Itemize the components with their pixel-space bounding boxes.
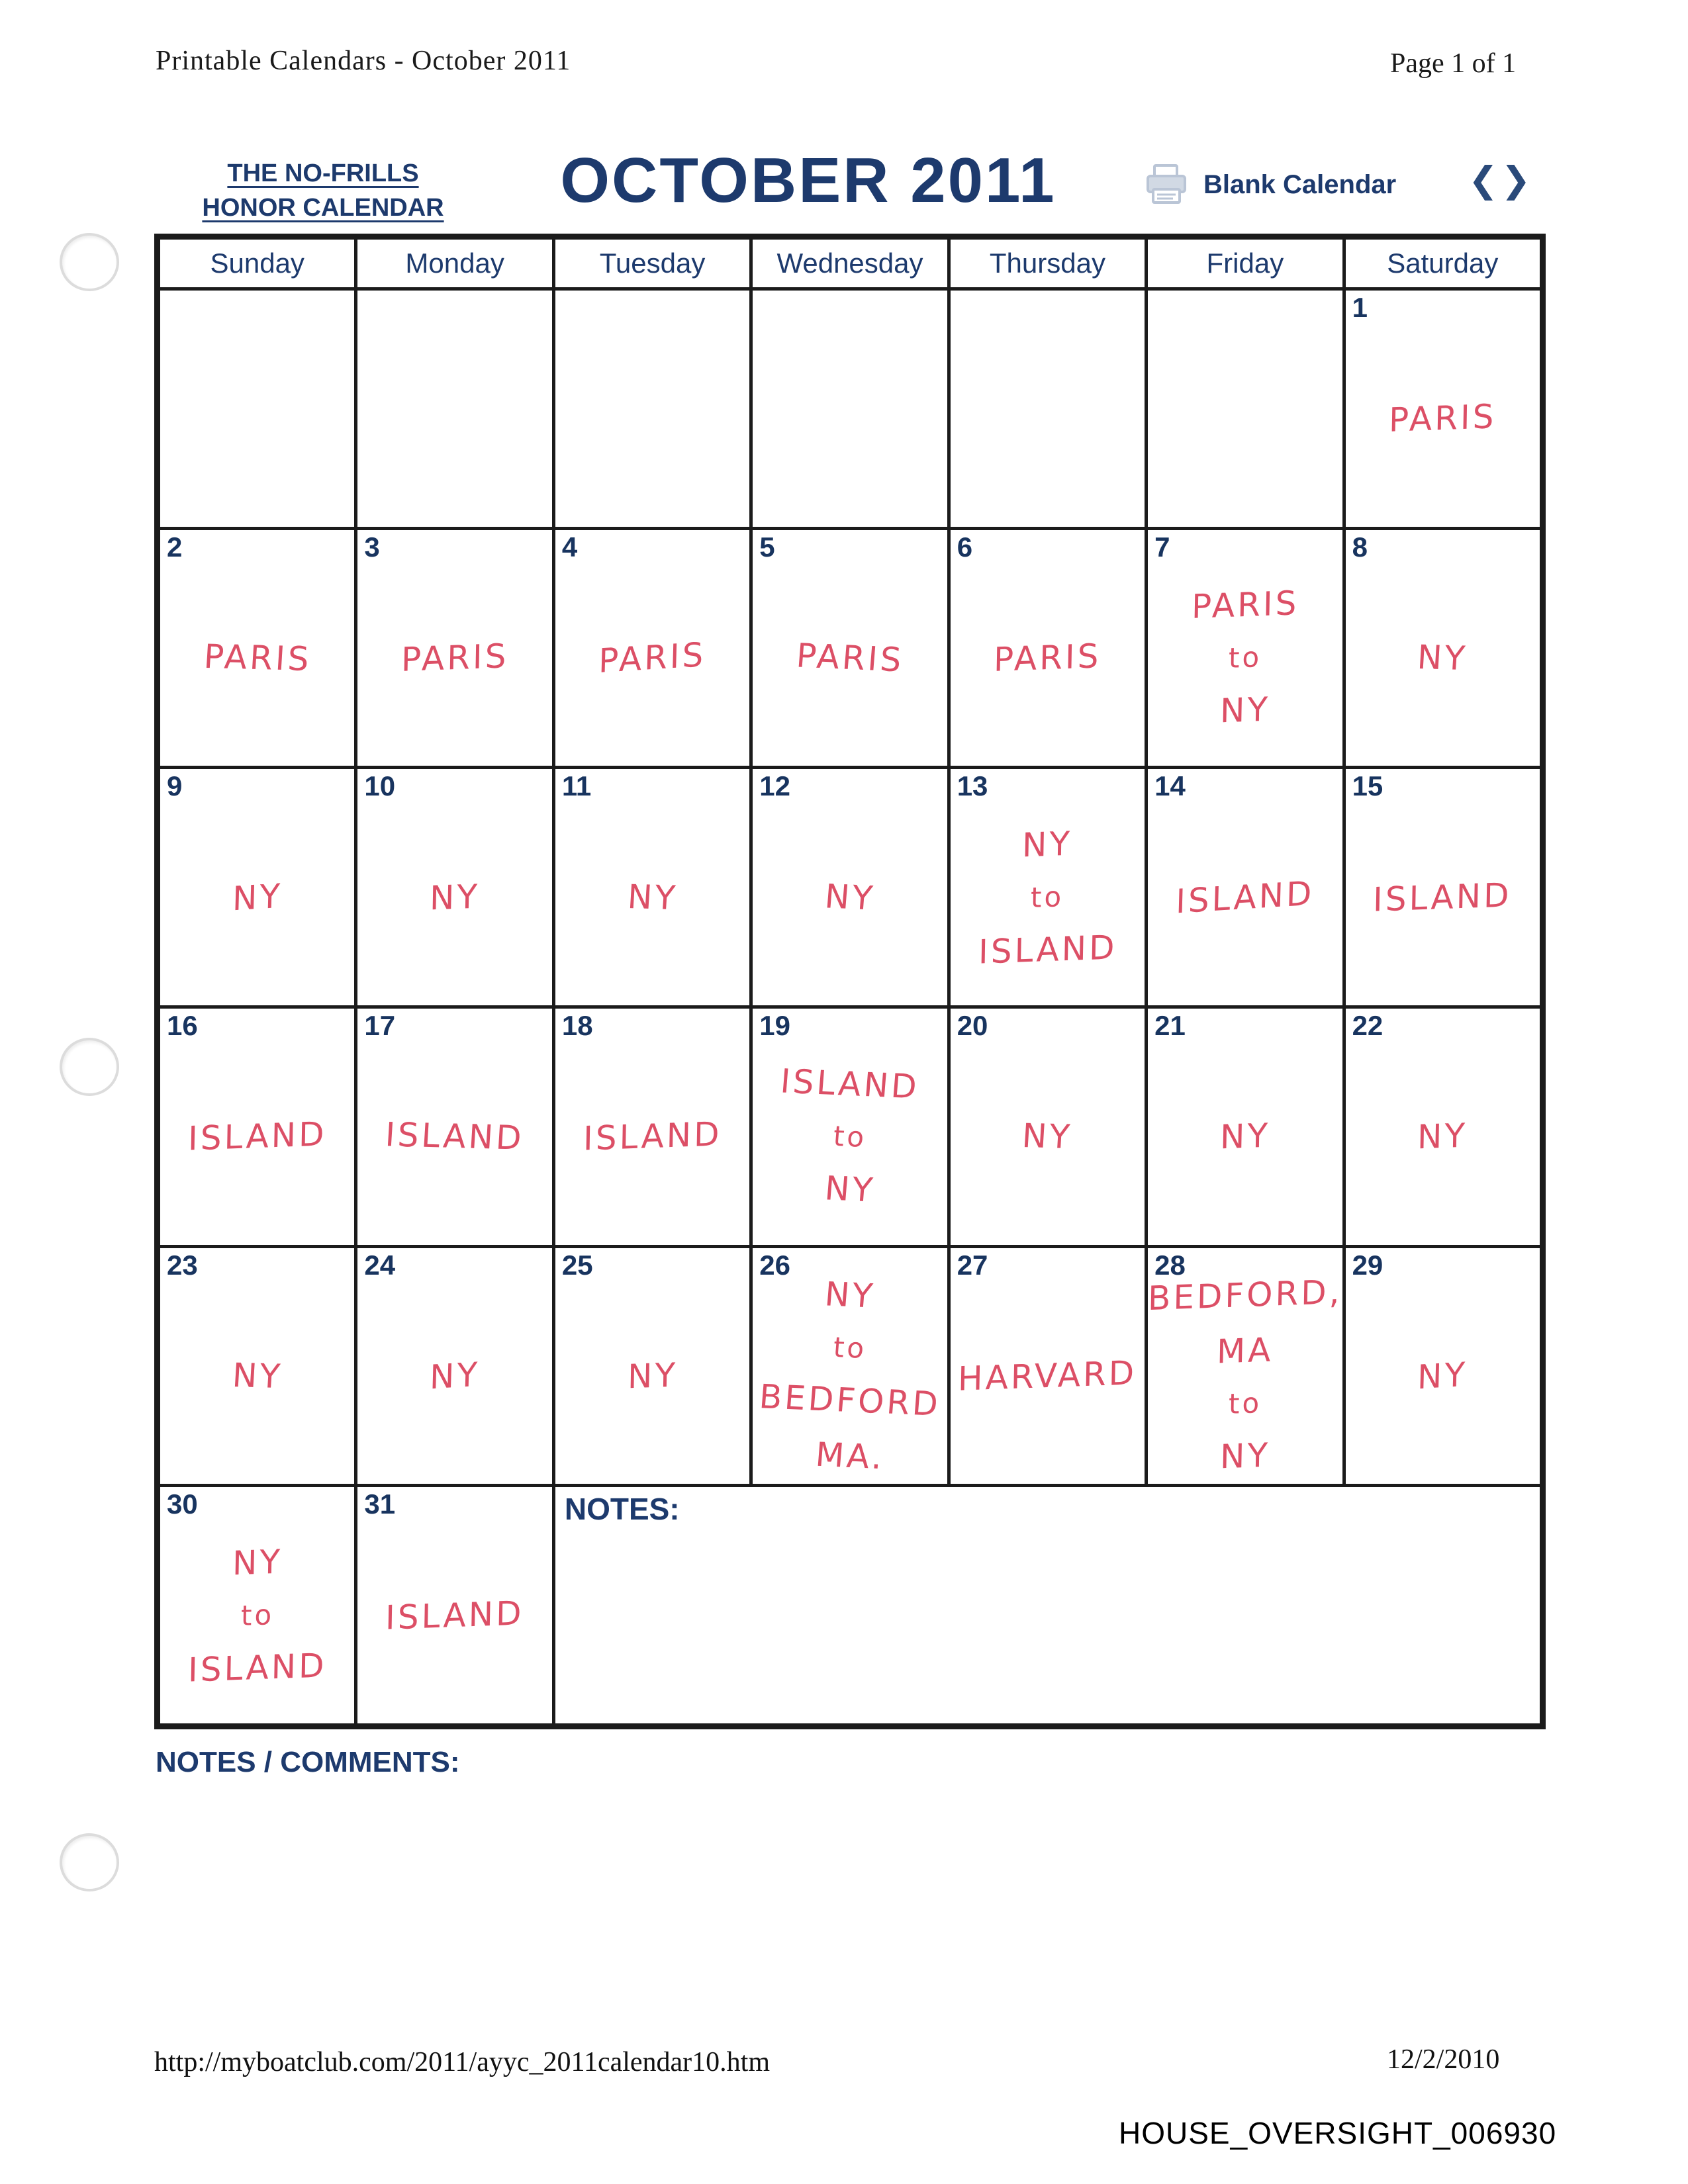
punch-hole — [60, 1038, 119, 1096]
handwritten-line: PARIS — [202, 637, 312, 679]
day-number: 3 — [364, 531, 380, 563]
day-number: 17 — [364, 1009, 396, 1041]
calendar-day-cell — [951, 1248, 1145, 1484]
handwritten-entry — [160, 789, 354, 1005]
handwritten-line: MA. — [814, 1435, 886, 1477]
calendar-day-cell — [160, 1248, 354, 1484]
day-number: 10 — [364, 770, 396, 802]
notes-cell — [555, 1487, 1540, 1723]
handwritten-line: ISLAND — [1373, 875, 1513, 919]
handwritten-line: ISLAND — [583, 1115, 722, 1159]
calendar-masthead — [154, 147, 1546, 234]
handwritten-line: PARIS — [400, 637, 509, 679]
calendar-day-cell — [555, 769, 749, 1005]
handwritten-line: NY — [823, 877, 877, 918]
calendar-brand — [181, 156, 465, 225]
calendar-day-cell — [357, 769, 551, 1005]
handwritten-entry — [1148, 1028, 1342, 1245]
handwritten-line: ISLAND — [1175, 874, 1315, 921]
handwritten-entry — [1148, 1268, 1342, 1484]
print-date: 12/2/2010 — [1387, 2044, 1500, 2075]
day-number: 7 — [1154, 531, 1170, 563]
month-nav-arrows — [1468, 159, 1531, 201]
handwritten-entry — [951, 1268, 1145, 1484]
day-number: 13 — [957, 770, 988, 802]
day-number: 23 — [167, 1249, 198, 1281]
day-number: 27 — [957, 1249, 988, 1281]
chevron-left-icon: ❮ — [1468, 159, 1499, 201]
day-number: 21 — [1154, 1009, 1186, 1041]
handwritten-line: NY — [1219, 690, 1271, 731]
handwritten-line: PARIS — [1388, 397, 1497, 440]
calendar-day-cell — [753, 769, 947, 1005]
handwritten-line: NY — [1219, 1116, 1271, 1157]
calendar-day-cell — [753, 1009, 947, 1245]
handwritten-entry — [1148, 789, 1342, 1005]
day-number: 8 — [1352, 531, 1368, 563]
handwritten-entry — [1148, 550, 1342, 766]
day-number: 22 — [1352, 1009, 1383, 1041]
calendar-day-cell — [1148, 530, 1342, 766]
handwritten-entry — [951, 789, 1145, 1005]
punch-hole — [60, 233, 119, 291]
handwritten-entry — [357, 789, 551, 1005]
document-title: Printable Calendars - October 2011 — [156, 46, 571, 76]
calendar-day-cell — [951, 291, 1145, 527]
calendar-day-cell — [160, 530, 354, 766]
handwritten-line: to — [1228, 641, 1262, 675]
blank-calendar-label: Blank Calendar — [1203, 169, 1397, 199]
handwritten-line: PARIS — [794, 636, 906, 680]
day-header-cell: Sunday — [160, 240, 354, 287]
printer-icon — [1144, 164, 1190, 205]
calendar-day-cell — [160, 291, 354, 527]
handwritten-entry — [160, 310, 354, 527]
calendar-day-cell — [357, 530, 551, 766]
handwritten-entry — [357, 1028, 551, 1245]
day-number: 1 — [1352, 292, 1368, 323]
day-number: 14 — [1154, 770, 1186, 802]
day-header-cell: Wednesday — [753, 240, 947, 287]
handwritten-line: NY — [1219, 1436, 1271, 1477]
handwritten-entry — [1346, 1028, 1540, 1245]
handwritten-line: NY — [823, 1169, 877, 1210]
handwritten-entry — [753, 1268, 947, 1484]
day-header-cell: Tuesday — [555, 240, 749, 287]
calendar-day-cell — [1346, 530, 1540, 766]
handwritten-entry — [1346, 310, 1540, 527]
handwritten-line: NY — [1416, 638, 1470, 678]
handwritten-line: to — [832, 1119, 868, 1154]
handwritten-line: PARIS — [993, 637, 1102, 679]
handwritten-line: MA — [1216, 1330, 1274, 1372]
handwritten-line: ISLAND — [779, 1062, 921, 1107]
handwritten-line: NY — [232, 1542, 283, 1583]
handwritten-line: to — [1030, 880, 1064, 915]
punch-hole — [60, 1833, 119, 1891]
day-number: 30 — [167, 1488, 198, 1520]
handwritten-line: NY — [823, 1275, 877, 1316]
handwritten-line: ISLAND — [385, 1593, 525, 1637]
handwritten-entry — [357, 310, 551, 527]
calendar-day-cell — [1346, 291, 1540, 527]
day-number: 2 — [167, 531, 183, 563]
day-number: 20 — [957, 1009, 988, 1041]
handwritten-entry — [1346, 550, 1540, 766]
handwritten-line: to — [240, 1598, 275, 1633]
handwritten-line: ISLAND — [187, 1115, 327, 1159]
handwritten-line: BEDFORD — [757, 1377, 943, 1424]
calendar-day-cell — [951, 1009, 1145, 1245]
handwritten-line: ISLAND — [978, 928, 1117, 972]
notes-comments-heading: NOTES / COMMENTS: — [156, 1746, 460, 1778]
calendar-day-cell — [1346, 1009, 1540, 1245]
day-header-cell: Friday — [1148, 240, 1342, 287]
calendar-day-cell — [1148, 1009, 1342, 1245]
day-number: 28 — [1154, 1249, 1186, 1281]
calendar-day-cell — [555, 1009, 749, 1245]
day-number: 16 — [167, 1009, 198, 1041]
day-number: 24 — [364, 1249, 396, 1281]
handwritten-entry — [951, 310, 1145, 527]
day-header-cell: Monday — [357, 240, 551, 287]
day-number: 4 — [561, 531, 578, 563]
calendar-day-cell — [160, 769, 354, 1005]
handwritten-line: BEDFORD, — [1147, 1273, 1343, 1318]
handwritten-line: NY — [230, 1356, 284, 1396]
day-number: 6 — [957, 531, 973, 563]
calendar-day-cell — [160, 1487, 354, 1723]
handwritten-entry — [1346, 789, 1540, 1005]
day-header-cell: Saturday — [1346, 240, 1540, 287]
bates-number: HOUSE_OVERSIGHT_006930 — [1119, 2116, 1557, 2150]
calendar-day-cell — [357, 1009, 551, 1245]
calendar-day-cell — [753, 1248, 947, 1484]
brand-line-2: HONOR CALENDAR — [202, 194, 444, 222]
handwritten-entry — [357, 1507, 551, 1723]
blank-calendar-link — [1144, 164, 1396, 205]
handwritten-entry — [555, 310, 749, 527]
calendar-day-cell — [1148, 1248, 1342, 1484]
handwritten-line: PARIS — [1191, 584, 1299, 627]
handwritten-entry — [753, 550, 947, 766]
calendar-day-cell — [951, 530, 1145, 766]
day-number: 9 — [167, 770, 183, 802]
handwritten-entry — [160, 1028, 354, 1245]
handwritten-entry — [555, 550, 749, 766]
handwritten-line: NY — [1021, 824, 1073, 865]
calendar-day-cell — [555, 530, 749, 766]
handwritten-line: NY — [429, 1355, 481, 1397]
handwritten-entry — [951, 550, 1145, 766]
handwritten-entry — [160, 550, 354, 766]
handwritten-entry — [357, 1268, 551, 1484]
handwritten-line: NY — [627, 1355, 679, 1396]
calendar-day-cell — [951, 769, 1145, 1005]
handwritten-line: ISLAND — [384, 1115, 526, 1158]
handwritten-entry — [753, 1028, 947, 1245]
calendar-day-cell — [1148, 291, 1342, 527]
handwritten-entry — [357, 550, 551, 766]
handwritten-line: NY — [1417, 1116, 1468, 1157]
handwritten-entry — [555, 1028, 749, 1245]
day-number: 25 — [561, 1249, 593, 1281]
handwritten-entry — [160, 1507, 354, 1723]
handwritten-line: PARIS — [598, 635, 707, 681]
calendar-day-cell — [1148, 769, 1342, 1005]
handwritten-line: NY — [626, 877, 679, 917]
handwritten-entry — [951, 1028, 1145, 1245]
handwritten-entry — [753, 789, 947, 1005]
handwritten-line: ISLAND — [187, 1646, 327, 1690]
calendar-grid — [154, 234, 1546, 1729]
handwritten-line: NY — [1417, 1355, 1468, 1397]
handwritten-entry — [753, 310, 947, 527]
day-number: 31 — [364, 1488, 396, 1520]
calendar-day-cell — [753, 530, 947, 766]
calendar-day-cell — [1346, 1248, 1540, 1484]
calendar-day-cell — [555, 1248, 749, 1484]
day-number: 18 — [561, 1009, 593, 1041]
day-number: 12 — [759, 770, 790, 802]
handwritten-line: to — [832, 1331, 868, 1365]
handwritten-entry — [555, 1268, 749, 1484]
notes-label: NOTES: — [564, 1492, 680, 1527]
handwritten-line: NY — [232, 876, 283, 919]
calendar-day-cell — [160, 1009, 354, 1245]
day-number: 15 — [1352, 770, 1383, 802]
day-number: 5 — [759, 531, 775, 563]
handwritten-line: HARVARD — [957, 1353, 1137, 1398]
calendar-day-cell — [555, 291, 749, 527]
page-number-label: Page 1 of 1 — [1390, 48, 1517, 79]
calendar-day-cell — [357, 291, 551, 527]
day-number: 11 — [561, 770, 592, 802]
handwritten-entry — [555, 789, 749, 1005]
handwritten-line: NY — [429, 877, 481, 918]
source-url: http://myboatclub.com/2011/ayyc_2011calendar10.htm — [154, 2047, 771, 2077]
month-title: OCTOBER 2011 — [560, 145, 1056, 216]
calendar-day-cell — [1346, 769, 1540, 1005]
handwritten-entry — [160, 1268, 354, 1484]
day-number: 26 — [759, 1249, 790, 1281]
day-number: 29 — [1352, 1249, 1383, 1281]
chevron-right-icon: ❯ — [1501, 159, 1531, 201]
day-header-cell: Thursday — [951, 240, 1145, 287]
day-number: 19 — [759, 1009, 790, 1041]
handwritten-entry — [1148, 310, 1342, 527]
brand-line-1: THE NO-FRILLS — [227, 159, 419, 187]
handwritten-line: to — [1228, 1387, 1262, 1421]
handwritten-entry — [1346, 1268, 1540, 1484]
calendar-day-cell — [357, 1487, 551, 1723]
handwritten-line: NY — [1021, 1116, 1074, 1157]
calendar-day-cell — [357, 1248, 551, 1484]
calendar-day-cell — [753, 291, 947, 527]
